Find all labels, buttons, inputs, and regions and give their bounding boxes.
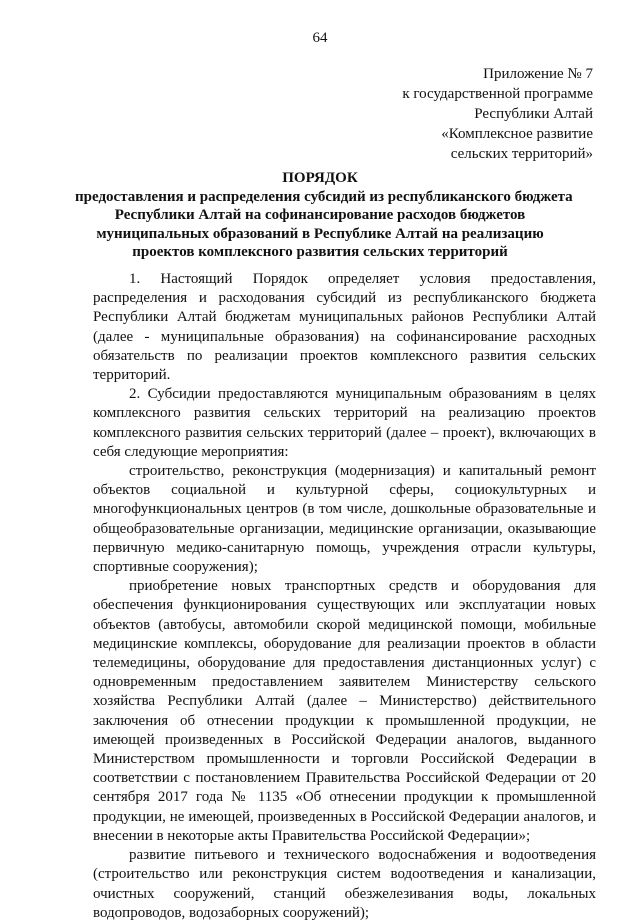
title-line: проектов комплексного развития сельских территорий	[132, 244, 508, 260]
paragraph-1: 1. Настоящий Порядок определяет условия предоставления, распределения и расходования субсидий из республиканского бюджета Республики Алтай бюджетам муниципальных районов Республики Алтай (далее - муниципальные образования) на софинансирование расходных обязательств по реализации проектов комплексного развития сельских территорий.	[93, 271, 596, 384]
annex-line: «Комплексное развитие	[441, 126, 593, 142]
document-title	[75, 169, 573, 262]
paragraph-construction: строительство, реконструкция (модернизация) и капитальный ремонт объектов социальной и культурной сферы, социокультурных и многофункциональных центров (в том числе, дошкольные образовательные и общеобразовательные организации, медицинские организации, оказывающие первичную медико-санитарную помощь, учреждения отрасли культуры, спортивные сооружения);	[93, 463, 596, 576]
document-body	[93, 270, 596, 923]
paragraph-2: 2. Субсидии предоставляются муниципальным образованиям в целях комплексного развития сельских территорий на реализацию проектов комплексного развития сельских территорий (далее – проект), включающих в себя следующие мероприятия:	[93, 386, 596, 460]
annex-line: к государственной программе	[402, 86, 593, 102]
title-line: Республики Алтай на софинансирование расходов бюджетов	[114, 207, 526, 223]
paragraph-water-supply: развитие питьевого и технического водоснабжения и водоотведения (строительство или реконструкция систем водоотведения и канализации, очистных сооружений, станций обезжелезивания воды, локальных водопроводов, водозаборных сооружений);	[93, 847, 596, 921]
annex-line: Приложение № 7	[483, 66, 593, 82]
title-heading: ПОРЯДОК	[282, 170, 358, 186]
annex-line: сельских территорий»	[450, 146, 593, 162]
paragraph-vehicles: приобретение новых транспортных средств и оборудования для обеспечения функционирования существующих или эксплуатации новых объектов (автобусы, автомобили скорой медицинской помощи, мобильные медицинские комплексы, оборудование для реализации проектов в области телемедицины, оборудование для предоставления дистанционных услуг) с одновременным предоставлением заявителем Министерству сельского хозяйства Республики Алтай (далее – Министерство) действительного заключения об отнесении продукции к промышленной продукции, не имеющей произведенных в Российской Федерации аналогов, выданного Министерством промышленности и торговли Российской Федерации в соответствии с постановлением Правительства Российской Федерации от 20 сентября 2017 года № 1135 «Об отнесении продукции к промышленной продукции, не имеющей, произведенных в Российской Федерации аналогов, и внесении в некоторые акты Правительства Российской Федерации»;	[93, 578, 596, 844]
annex-block	[402, 64, 593, 164]
title-line: предоставления и распределения субсидий из республиканского бюджета	[75, 188, 573, 205]
annex-line: Республики Алтай	[474, 106, 593, 122]
page-number: 64	[312, 30, 328, 46]
title-line: муниципальных образований в Республике Алтай на реализацию	[96, 225, 544, 242]
